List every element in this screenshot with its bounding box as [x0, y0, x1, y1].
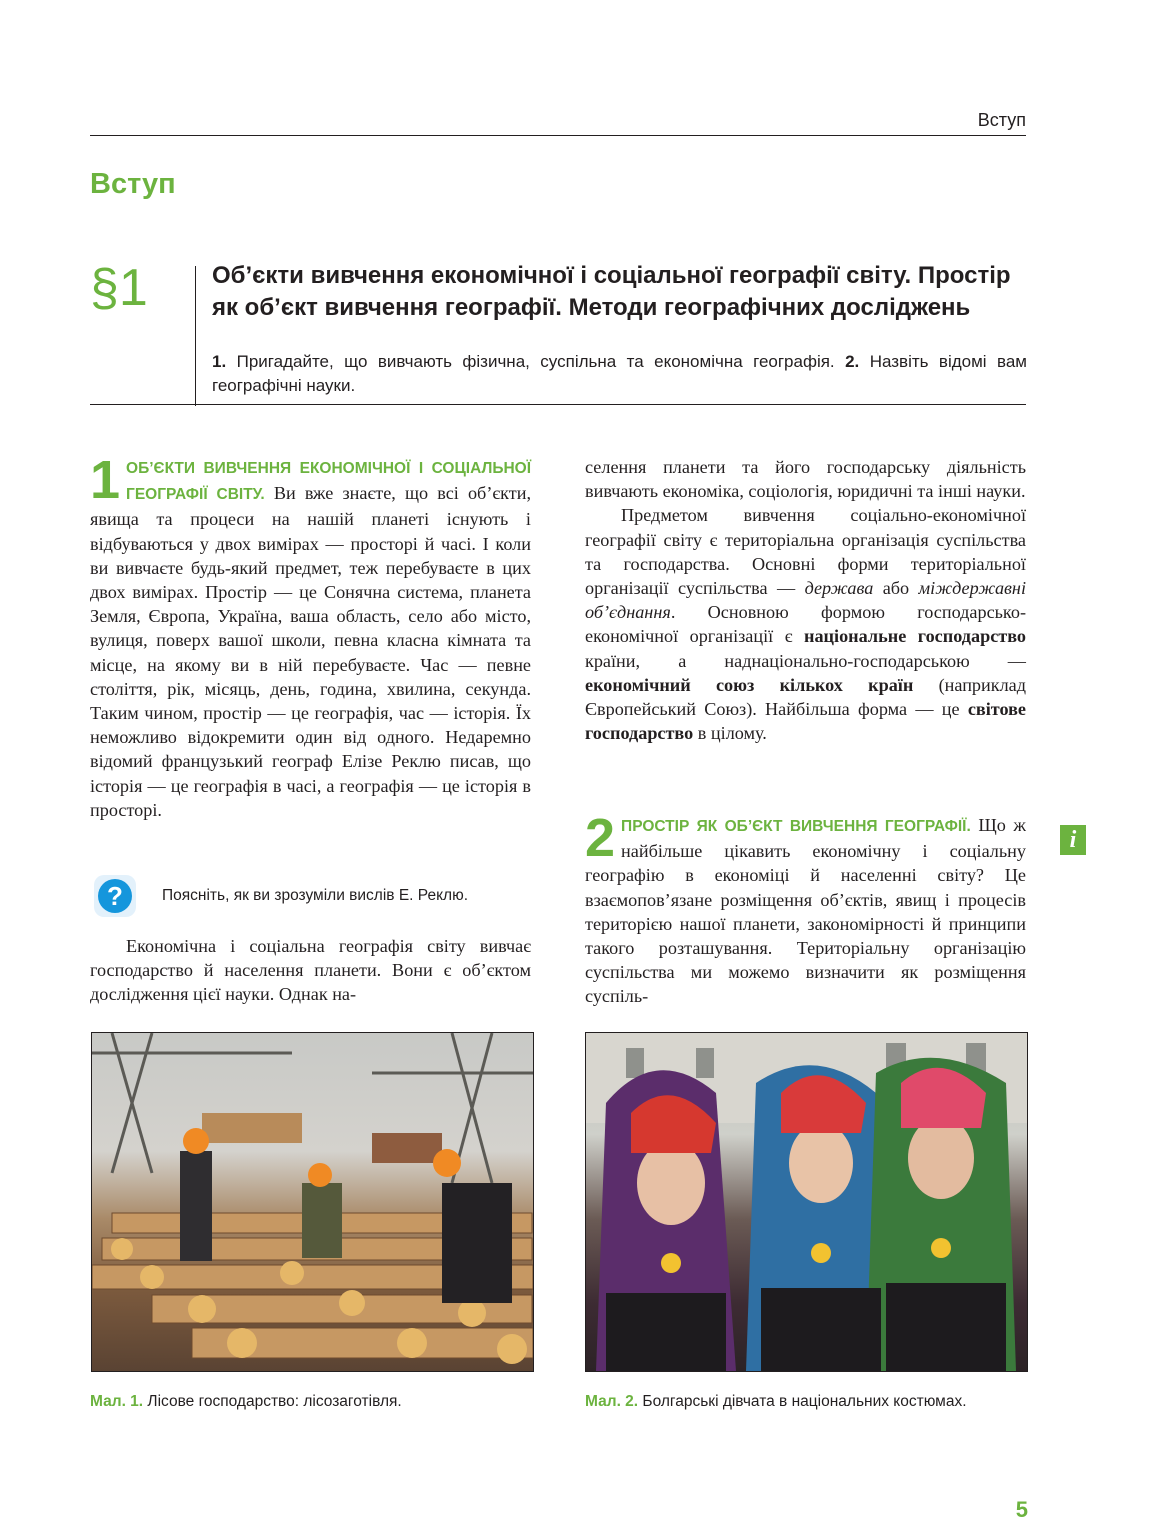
question-icon: ?	[94, 875, 136, 917]
page-number: 5	[1015, 1497, 1028, 1522]
figure-caption: Мал. 1. Лісове господарство: лісозаготівля.	[90, 1393, 402, 1410]
photo-logging-illustration	[92, 1033, 533, 1371]
term-bold: світове господарство	[585, 699, 1026, 744]
question-text: Назвіть відомі вам географічні науки.	[212, 352, 1027, 395]
paragraph-divider	[195, 266, 196, 406]
header-rule	[90, 135, 1026, 136]
right-column-block-2	[585, 808, 1026, 1009]
photo-bulgarian-girls	[585, 1032, 1028, 1372]
term-italic: держава	[804, 578, 874, 599]
info-icon: i	[1060, 825, 1086, 855]
question-text: Пригадайте, що вивчають фізична, суспільна та економічна географія.	[226, 352, 846, 371]
block-2-paragraph	[585, 808, 1026, 1009]
running-head: Вступ	[977, 110, 1026, 130]
block-text: Ви вже знаєте, що всі об’єкти, явища та процеси на нашій планеті існують і відбуваються у двох вимірах — просторі й часі. І коли ви вивчаєте будь-який предмет, теж перебуваєте в цих двох вимірах. Простір — це Сонячна система, планета Земля, Європа, Україна, ваша область, село або місто, вулиця, поверх вашої школи, певна класна кімната та місце, на якому ви в ній перебуваєте. Час — певне століття, рік, місяць, день, година, хвилина, секунда. Таким чином, простір — це географія, час — історія. Їх неможливо відокремити один від одного. Недаремно відомий французький географ Елізе Реклю писав, що історія — це географія в часі, а географія — це історія в просторі.	[90, 483, 532, 820]
block-number: 1	[90, 450, 121, 510]
photo-bulgarian-girls-illustration	[586, 1033, 1027, 1371]
left-column	[90, 450, 532, 822]
review-questions	[212, 350, 1027, 398]
body-paragraph: Предметом вивчення соціально-економічної географії світу є територіальна організація суспільства та господарства. Основні форми територіальної організації суспільства — держава або міждержавні об’єднання. Основною формою господарсько-економічної організації є національне господарство країни, а наднаціонально-господарською — економічний союз кількох країн (наприклад Європейський Союз). Найбільша форма — це світове господарство в цілому.	[585, 505, 1027, 744]
block-heading: ОБ’ЄКТИ ВИВЧЕННЯ ЕКОНОМІЧНОЇ І СОЦІАЛЬНОЇ ГЕОГРАФІЇ СВІТУ.	[126, 460, 531, 504]
term-bold: економічний союз кількох країн	[585, 674, 914, 695]
question-prompt: Поясніть, як ви зрозуміли вислів Е. Реклю.	[162, 887, 468, 904]
block-1-paragraph	[90, 450, 532, 822]
paragraph-number: §1	[90, 259, 148, 317]
section-title: Вступ	[90, 168, 176, 200]
photo-logging	[91, 1032, 534, 1372]
block-text: Що ж найбільше цікавить економічну і соціальну географію в економіці й населенні світу? Це взаємопов’язане розміщення об’єктів, явищ і процесів територією нашої планети, закономірності й принципи такого розташування. Територіальну організацію суспільства ми можемо визначити як розміщення суспіль-	[585, 815, 1026, 1007]
paragraph-title: Об’єкти вивчення економічної і соціальної географії світу. Простір як об’єкт вивчення географії. Методи географічних досліджень	[212, 262, 1011, 321]
figure-caption: Мал. 2. Болгарські дівчата в національних костюмах.	[585, 1393, 967, 1410]
block-heading: ПРОСТІР ЯК ОБ’ЄКТ ВИВЧЕННЯ ГЕОГРАФІЇ.	[621, 818, 971, 835]
paragraph-rule	[90, 404, 1026, 405]
question-number: 1.	[212, 352, 227, 371]
block-number: 2	[585, 808, 616, 868]
figure-label: Мал. 1.	[90, 1393, 144, 1410]
body-paragraph: селення планети та його господарську діяльність вивчають економіка, соціологія, юридичні та інші науки.	[585, 457, 1026, 502]
right-column	[585, 455, 1026, 745]
question-callout	[90, 872, 531, 922]
figure-label: Мал. 2.	[585, 1393, 639, 1410]
question-number: 2.	[845, 352, 860, 371]
term-italic: міждержавні об’єднання	[585, 578, 1027, 623]
left-column-continued	[90, 934, 531, 1007]
term-bold: національне господарство	[803, 626, 1026, 647]
body-paragraph: Економічна і соціальна географія світу вивчає господарство й населення планети. Вони є об’єктом дослідження цієї науки. Однак на-	[90, 936, 531, 1005]
